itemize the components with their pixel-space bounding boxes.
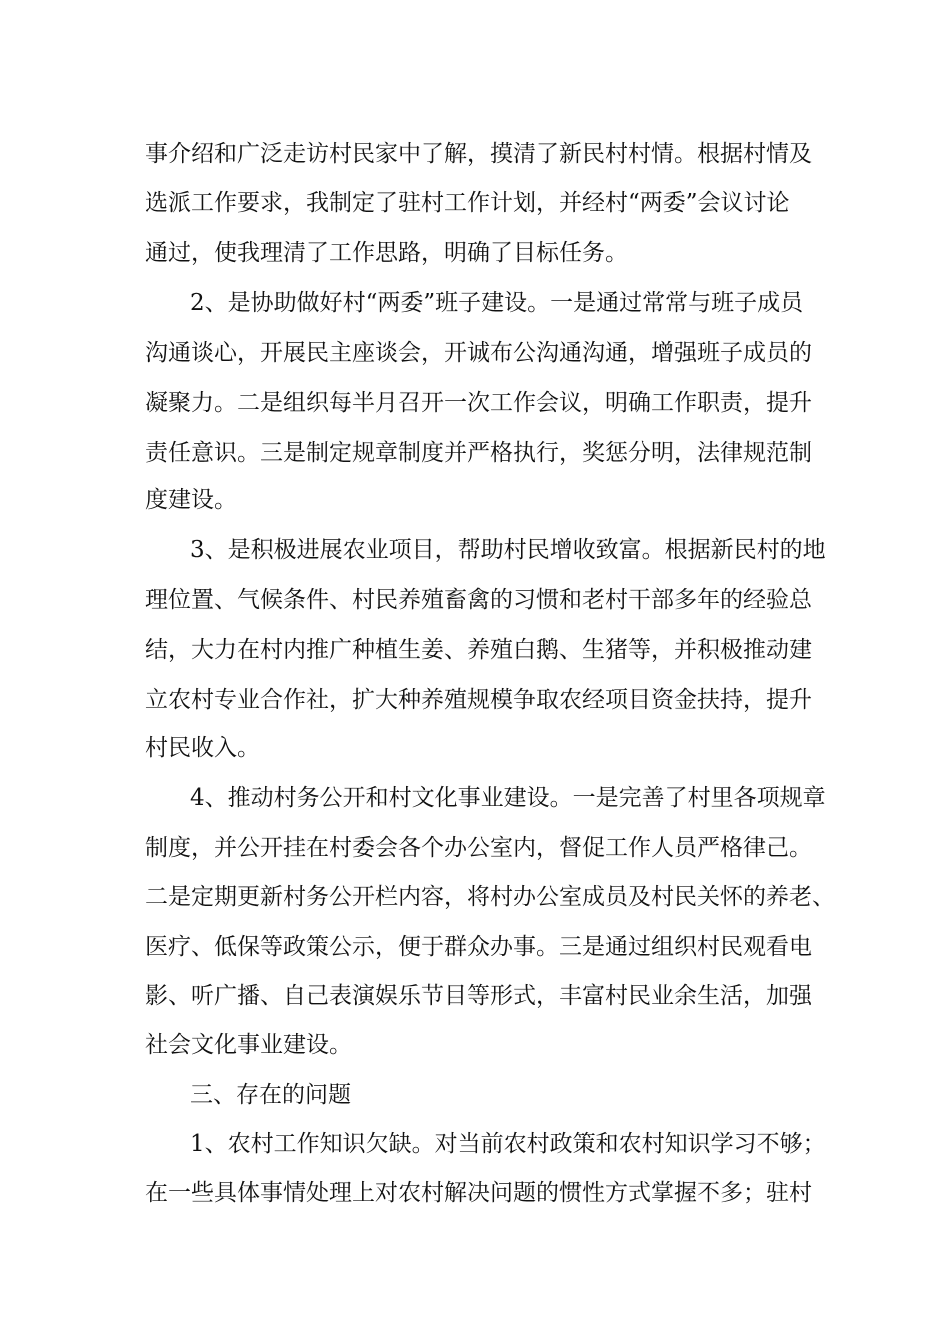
paragraph-first-line	[0, 778, 950, 818]
text-line-content: 在一些具体事情处理上对农村解决问题的惯性方式掌握不多；驻村	[145, 1180, 812, 1206]
text-line-content: 事介绍和广泛走访村民家中了解，摸清了新民村村情。根据村情及	[145, 141, 812, 167]
text-line	[0, 233, 950, 273]
text-line	[0, 877, 950, 917]
text-line-content: 凝聚力。二是组织每半月召开一次工作会议，明确工作职责，提升	[145, 390, 812, 416]
text-line	[0, 580, 950, 620]
text-line	[0, 333, 950, 373]
text-line-content: 选派工作要求，我制定了驻村工作计划，并经村“两委”会议讨论	[145, 190, 790, 216]
text-line-content: 理位置、气候条件、村民养殖畜禽的习惯和老村干部多年的经验总	[145, 587, 812, 613]
text-line-content: 制度，并公开挂在村委会各个办公室内，督促工作人员严格律己。	[145, 835, 812, 861]
paragraph-first-line	[0, 283, 950, 323]
text-line-content: 二是定期更新村务公开栏内容，将村办公室成员及村民关怀的养老、	[145, 884, 835, 910]
text-line-content: 1、农村工作知识欠缺。对当前农村政策和农村知识学习不够；	[190, 1131, 826, 1157]
text-line	[0, 1025, 950, 1065]
text-line-content: 责任意识。三是制定规章制度并严格执行，奖惩分明，法律规范制	[145, 440, 812, 466]
text-line-content: 度建设。	[145, 487, 237, 513]
text-line	[0, 976, 950, 1016]
text-line	[0, 680, 950, 720]
section-heading-text: 三、存在的问题	[190, 1082, 351, 1108]
paragraph-first-line	[0, 530, 950, 570]
text-line-content: 2、是协助做好村“两委”班子建设。一是通过常常与班子成员	[190, 290, 804, 316]
section-heading	[0, 1075, 950, 1115]
text-line-content: 结，大力在村内推广种植生姜、养殖白鹅、生猪等，并积极推动建	[145, 637, 812, 663]
text-line	[0, 480, 950, 520]
text-line	[0, 183, 950, 223]
text-line-content: 医疗、低保等政策公示，便于群众办事。三是通过组织村民观看电	[145, 934, 812, 960]
text-line	[0, 134, 950, 174]
text-line-content: 沟通谈心，开展民主座谈会，开诚布公沟通沟通，增强班子成员的	[145, 340, 812, 366]
text-line	[0, 433, 950, 473]
text-line	[0, 828, 950, 868]
text-line	[0, 383, 950, 423]
text-line	[0, 630, 950, 670]
text-line	[0, 927, 950, 967]
text-line-content: 影、听广播、自己表演娱乐节目等形式，丰富村民业余生活，加强	[145, 983, 812, 1009]
text-line-content: 通过，使我理清了工作思路，明确了目标任务。	[145, 240, 628, 266]
paragraph-first-line	[0, 1124, 950, 1164]
text-line-content: 3、是积极进展农业项目，帮助村民增收致富。根据新民村的地	[190, 537, 826, 563]
text-line-content: 村民收入。	[145, 735, 260, 761]
text-line	[0, 728, 950, 768]
text-line	[0, 1173, 950, 1213]
text-line-content: 社会文化事业建设。	[145, 1032, 352, 1058]
text-line-content: 立农村专业合作社，扩大种养殖规模争取农经项目资金扶持，提升	[145, 687, 812, 713]
text-line-content: 4、推动村务公开和村文化事业建设。一是完善了村里各项规章	[190, 785, 826, 811]
